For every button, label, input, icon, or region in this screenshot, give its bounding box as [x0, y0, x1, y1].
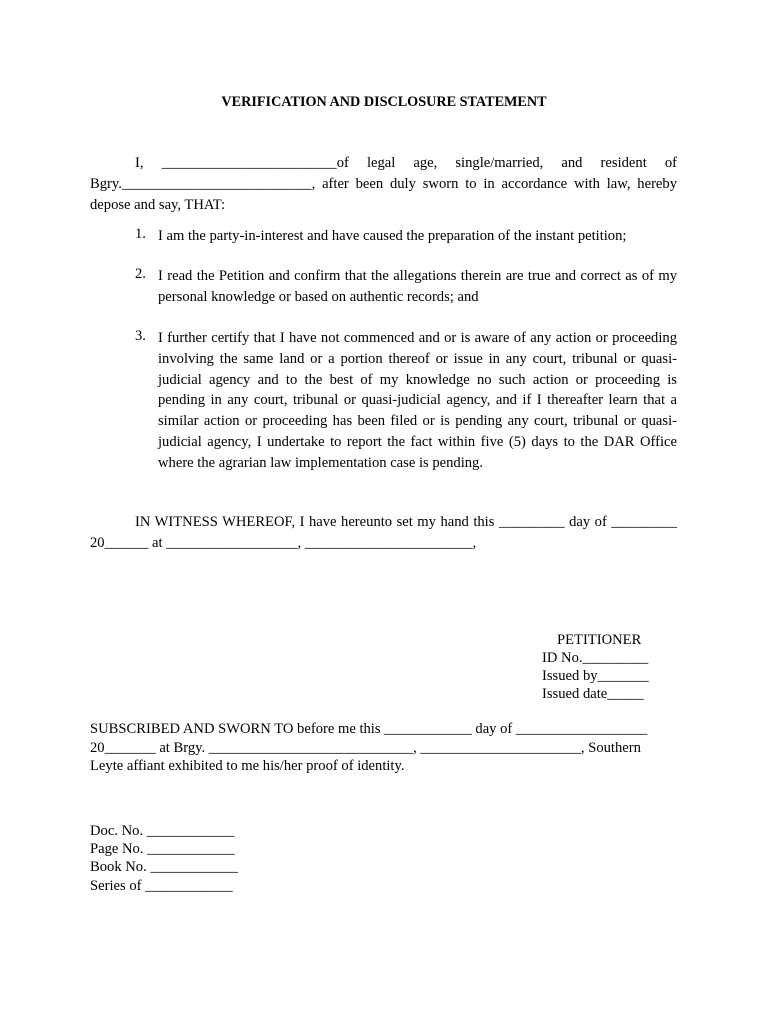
jurat-line: Leyte affiant exhibited to me his/her proof of identity.: [90, 758, 405, 774]
list-item: [90, 226, 677, 247]
page-number-field: Page No. ____________: [90, 841, 235, 858]
jurat-line: SUBSCRIBED AND SWORN TO before me this ____________ day of __________________: [90, 721, 648, 737]
petitioner-label: PETITIONER: [557, 632, 642, 648]
issued-by-field: Issued by_______: [542, 668, 649, 684]
list-item-text: I read the Petition and confirm that the allegations therein are true and correct as of my personal knowledge or based on authentic records; and: [158, 268, 677, 305]
series-field: Series of ____________: [90, 877, 233, 894]
list-item-text: I am the party-in-interest and have caused the preparation of the instant petition;: [158, 228, 627, 244]
signature-block: [542, 631, 649, 703]
list-item-number: 2.: [135, 266, 146, 282]
doc-number-field: Doc. No. ____________: [90, 823, 235, 839]
witness-paragraph: IN WITNESS WHEREOF, I have hereunto set my hand this _________ day of _________ 20______ at __________________, _______________________,: [90, 514, 677, 551]
jurat-line: 20_______ at Brgy. ____________________________, ______________________, Southern: [90, 739, 641, 756]
jurat-block: [90, 720, 677, 776]
book-number-field: Book No. ____________: [90, 859, 238, 876]
issued-date-field: Issued date_____: [542, 686, 644, 702]
notary-block: [90, 822, 238, 895]
document-title: VERIFICATION AND DISCLOSURE STATEMENT: [221, 94, 547, 110]
list-item-number: 3.: [135, 328, 146, 344]
id-number-field: ID No._________: [542, 650, 649, 666]
list-item: [90, 266, 677, 308]
list-item: [90, 328, 677, 474]
list-item-text: I further certify that I have not commenced and or is aware of any action or proceeding involving the same land or a portion thereof or issue in any court, tribunal or quasi-judicial agency and to the best of my knowledge no such action or proceeding is pending in any court, tribunal or quasi-judicial agency, and if I thereafter learn that a similar action or proceeding has been filed or is pending any court, tribunal or quasi-judicial agency, I undertake to report the fact within five (5) days to the DAR Office where the agrarian law implementation case is pending.: [158, 330, 677, 471]
intro-paragraph: I, ________________________of legal age, single/married, and resident of Bgry.__________________________, after been duly sworn to in accordance with law, hereby depose and say, THAT:: [90, 155, 677, 213]
list-item-number: 1.: [135, 226, 146, 242]
